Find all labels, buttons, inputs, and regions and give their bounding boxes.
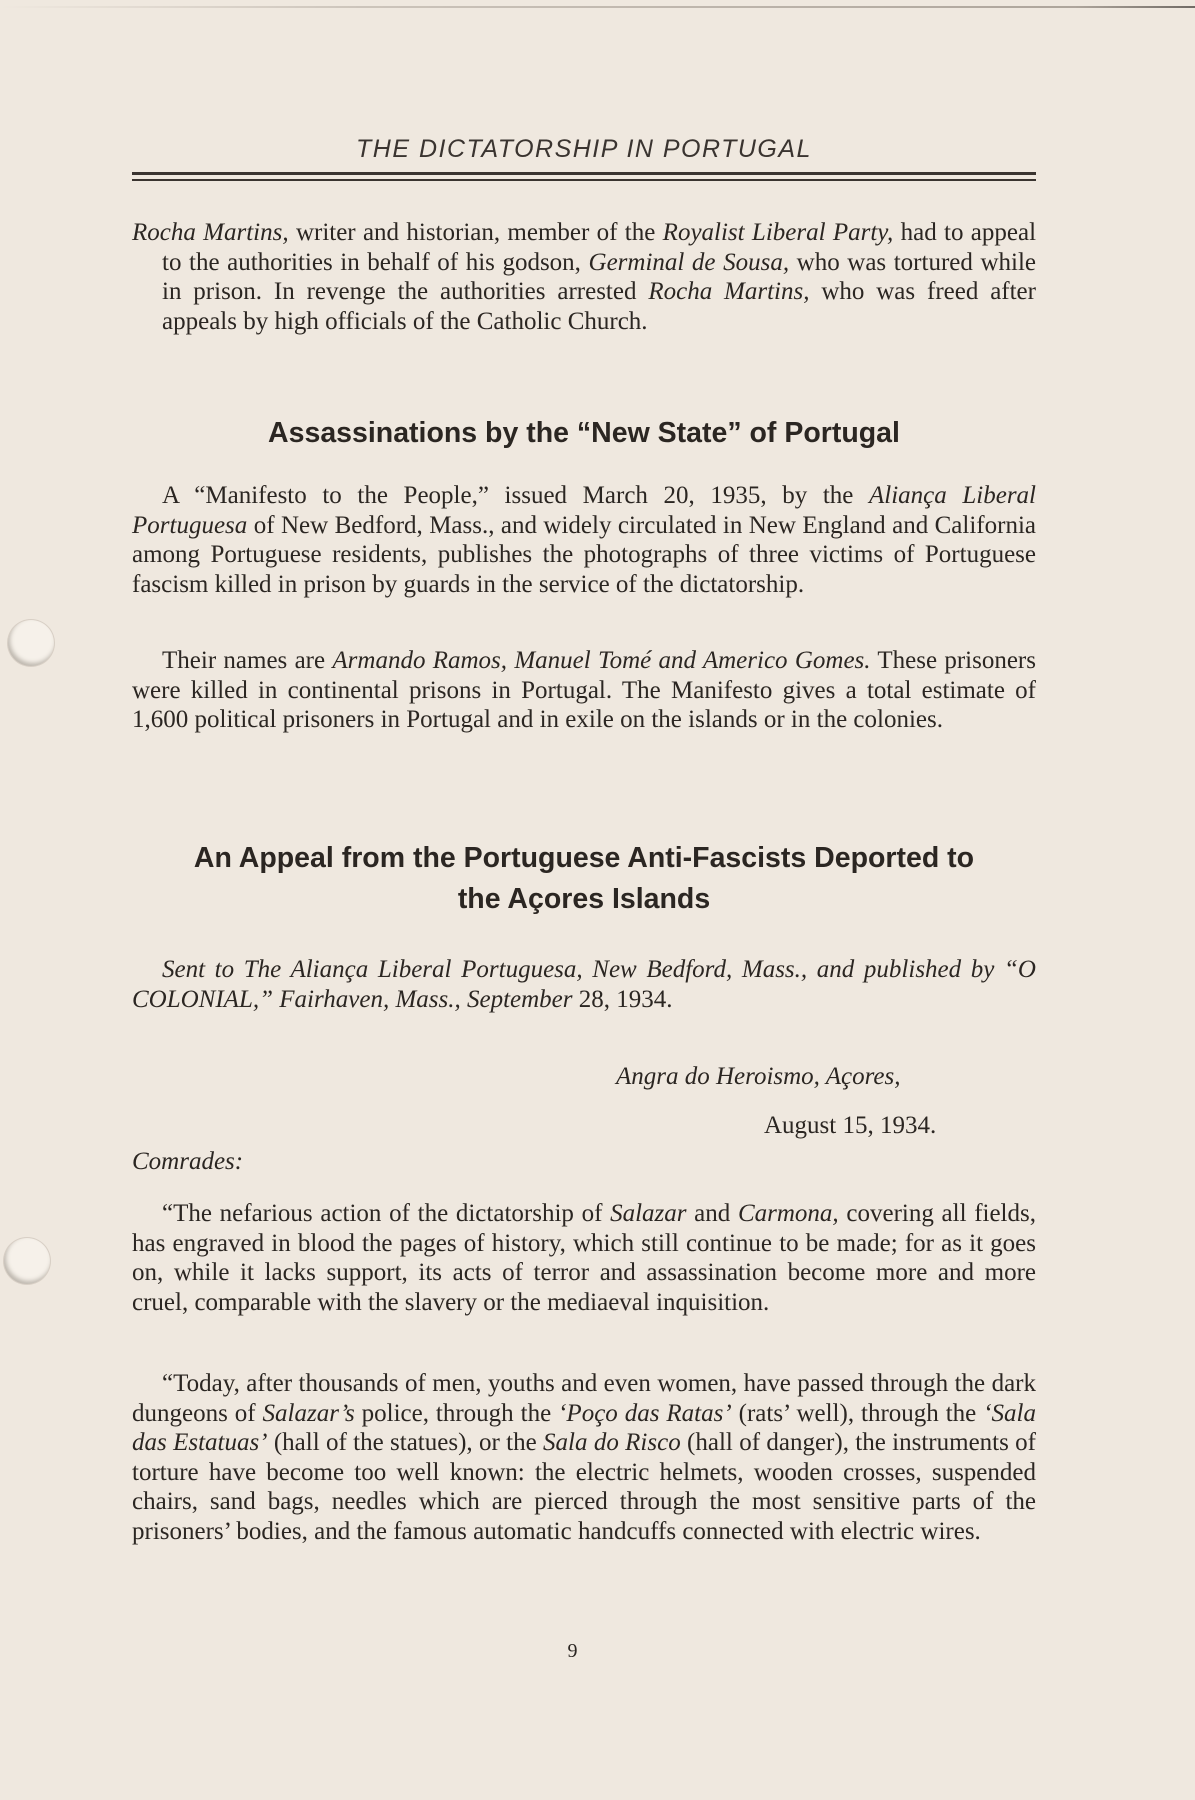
punch-hole-upper bbox=[8, 620, 54, 666]
letter-place: Angra do Heroismo, Açores, bbox=[616, 1063, 901, 1090]
heading-assassinations: Assassinations by the “New State” of Portugal bbox=[268, 417, 900, 449]
paragraph-dungeons: “Today, after thousands of men, youths and even women, have passed through the dark dungeons of Salazar’s police, through the ‘Poço das Ratas’ (rats’ well), through the ‘Sala das Estatuas’ (hall of the statues), or the Sala do Risco (hall of danger), the instruments of torture have become too well known: the electric helmets, wooden crosses, suspended chairs, sand bags, needles which are pierced through the most sensitive parts of the prisoners’ bodies, and the famous automatic handcuffs connected with electric wires. bbox=[132, 1370, 1036, 1545]
name-germinal-de-sousa: Germinal de Sousa, bbox=[588, 248, 790, 276]
header-double-rule bbox=[132, 172, 1036, 181]
royalist-liberal-party: Royalist Liberal Party, bbox=[662, 219, 894, 246]
paragraph-manifesto: A “Manifesto to the People,” issued March 20, 1935, by the Aliança Liberal Portuguesa of New Bedford, Mass., and widely circulated in New England and California among Portuguese residents, publishes the photographs of three victims of Portuguese fascism killed in prison by guards in the service of the dictatorship. bbox=[132, 482, 1036, 598]
name-salazar: Salazar bbox=[610, 1200, 687, 1227]
victim-names: Armando Ramos, Manuel Tomé and Americo Gomes. bbox=[332, 647, 871, 674]
paragraph-nefarious-action: “The nefarious action of the dictatorship of Salazar and Carmona, covering all fields, has engraved in blood the pages of history, which still continue to be made; for as it goes on, while it lacks support, its acts of terror and assassination become more and more cruel, comparable with the slavery or the mediaeval inquisition. bbox=[132, 1200, 1036, 1316]
top-edge-line bbox=[0, 6, 1195, 8]
name-rocha-martins: Rocha Martins, bbox=[132, 219, 289, 246]
alianca-liberal-portuguesa: Aliança Liberal Portuguesa bbox=[132, 482, 1036, 539]
sala-das-estatuas: ‘Sala das Estatuas’ bbox=[132, 1399, 1036, 1456]
heading-appeal bbox=[132, 838, 1036, 920]
salutation: Comrades: bbox=[132, 1148, 244, 1175]
paragraph-rocha-martins: Rocha Martins, writer and historian, member of the Royalist Liberal Party, had to appeal to the authorities in behalf of his godson, Germinal de Sousa, who was tortured while in prison. In revenge the authorities arrested Rocha Martins, who was freed after appeals by high officials of the Catholic Church. bbox=[132, 219, 1037, 335]
heading-appeal-line1: An Appeal from the Portuguese Anti-Fascists Deported to bbox=[193, 842, 975, 874]
name-carmona: Carmona, bbox=[737, 1200, 839, 1227]
letter-date: August 15, 1934. bbox=[764, 1112, 937, 1139]
page-number: 9 bbox=[567, 1640, 578, 1662]
sala-do-risco: Sala do Risco bbox=[543, 1429, 681, 1456]
poco-das-ratas: ‘Poço das Ratas’ bbox=[558, 1399, 732, 1427]
paragraph-victims: Their names are Armando Ramos, Manuel Tomé and Americo Gomes. These prisoners were killed in continental prisons in Portugal. The Manifesto gives a total estimate of 1,600 political prisoners in Portugal and in exile on the islands or in the colonies. bbox=[132, 647, 1036, 733]
running-head: THE DICTATORSHIP IN PORTUGAL bbox=[356, 135, 812, 163]
source-note: Sent to The Aliança Liberal Portuguesa, New Bedford, Mass., and published by “O COLONIAL,” Fairhaven, Mass., September 28, 1934. bbox=[132, 956, 1036, 1013]
heading-appeal-line2: the Açores Islands bbox=[457, 883, 711, 915]
punch-hole-lower bbox=[4, 1238, 50, 1284]
